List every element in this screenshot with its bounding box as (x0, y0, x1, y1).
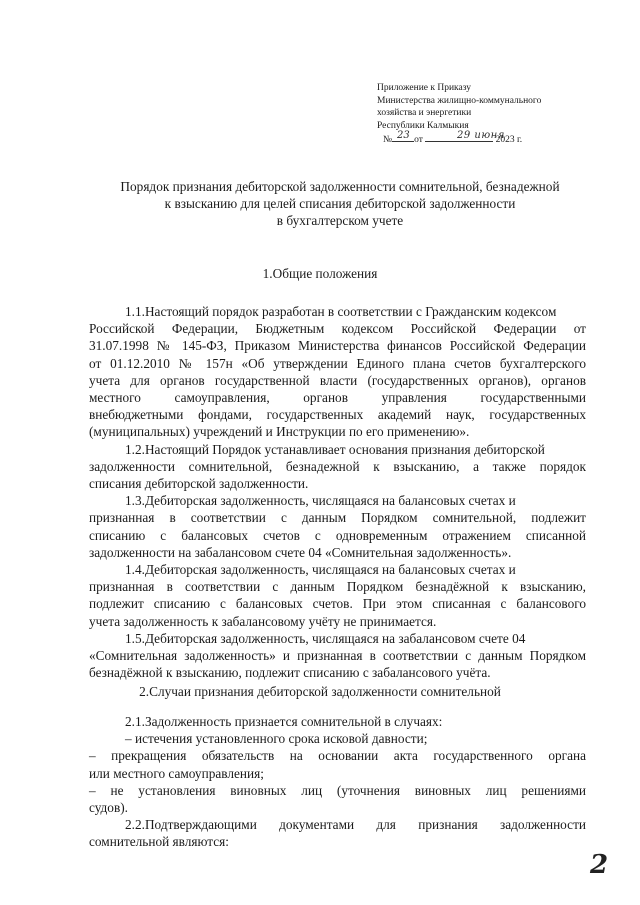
paragraph-1-2 (89, 441, 586, 493)
text-line: 2.1.Задолженность признается сомнительной в случаях: (125, 714, 443, 729)
text-line: или местного самоуправления; (89, 765, 264, 781)
paragraph-2-2 (89, 816, 586, 850)
text-line: судов). (89, 799, 128, 815)
text-line: местного самоуправления, органов управления государственными (89, 389, 586, 405)
text-line: списания дебиторской задолженности. (89, 475, 309, 491)
text-line: списанию с балансовых счетов с одновременным отражением списанной (89, 527, 586, 543)
text-line: признанная в соответствии с данным Порядком безнадёжной к взысканию, (89, 579, 586, 595)
from-label: от (414, 135, 423, 145)
text-line: 1.4.Дебиторская задолженность, числящаяся на балансовых счетах и (125, 562, 516, 577)
text-line: 1.2.Настоящий Порядок устанавливает основания признания дебиторской (125, 441, 545, 457)
number-sign: № (383, 135, 393, 145)
text-line: признанная в соответствии с данным Порядком сомнительной, подлежит (89, 510, 586, 526)
handwritten-order-date: 29 июня (457, 130, 505, 141)
list-item: – не установления виновных лиц (уточнения виновных лиц решениями (89, 782, 586, 798)
text-line: безнадёжной к взысканию, подлежит списанию с забалансового учёта. (89, 665, 491, 681)
paragraph-1-5 (89, 630, 586, 682)
approval-line: Приложение к Приказу (377, 83, 472, 93)
text-line: подлежит списанию с балансовых счетов. При этом списанная с балансового (89, 596, 586, 612)
text-line: задолженности на забалансовом счете 04 «Сомнительная задолженность». (89, 544, 512, 560)
text-line: 2.2.Подтверждающими документами для признания задолженности (125, 817, 586, 833)
approval-line: Министерства жилищно-коммунального (377, 95, 542, 106)
paragraph-1-3 (89, 492, 586, 561)
paragraph-2-1 (89, 713, 586, 816)
text-line: «Сомнительная задолженность» и признанная в соответствии с данным Порядком (89, 647, 586, 663)
text-line: сомнительной являются: (89, 834, 229, 850)
paragraph-1-1 (89, 303, 586, 441)
text-line: задолженности сомнительной, безнадежной к взысканию, а также порядок (89, 458, 586, 474)
text-line: учета для органов государственной власти (государственных органов), органов (89, 372, 586, 388)
title-line: в бухгалтерском учете (276, 213, 404, 228)
handwritten-order-number: 23 (397, 130, 410, 141)
order-year: 2023 г. (495, 135, 523, 145)
section-2-heading: 2.Случаи признания дебиторской задолженности сомнительной (139, 684, 501, 699)
text-line: 1.1.Настоящий порядок разработан в соответствии с Гражданским кодексом (125, 304, 557, 319)
approval-line: хозяйства и энергетики (377, 108, 472, 118)
paragraph-1-4 (89, 561, 586, 630)
order-number-line (377, 132, 617, 147)
text-line: 1.5.Дебиторская задолженность, числящаяся на забалансовом счете 04 (125, 630, 526, 646)
approval-line: Республики Калмыкия (377, 120, 469, 131)
text-line: от 01.12.2010 № 157н «Об утверждении Единого плана счетов бухгалтерского (89, 355, 586, 371)
approval-block (377, 82, 617, 147)
page-number: 2 (590, 850, 609, 880)
title-line: к взысканию для целей списания дебиторской задолженности (164, 196, 516, 211)
text-line: (муниципальных) учреждений и Инструкции по его применению». (89, 424, 470, 440)
text-line: 1.3.Дебиторская задолженность, числящаяся на балансовых счетах и (125, 493, 516, 509)
list-item: – прекращения обязательств на основании акта государственного органа (89, 748, 586, 764)
document-title (100, 178, 580, 229)
text-line: Российской Федерации, Бюджетным кодексом Российской Федерации от (89, 321, 586, 337)
text-line: внебюджетными фондами, государственных академий наук, государственных (89, 407, 586, 423)
text-line: 31.07.1998 № 145-ФЗ, Приказом Министерства финансов Российской Федерации (89, 338, 586, 354)
section-1-heading: 1.Общие положения (262, 266, 378, 281)
title-line: Порядок признания дебиторской задолженности сомнительной, безнадежной (120, 179, 560, 194)
text-line: учета задолженность к забалансовому учёту не принимается. (89, 613, 437, 629)
list-item: – истечения установленного срока исковой давности; (125, 731, 428, 747)
